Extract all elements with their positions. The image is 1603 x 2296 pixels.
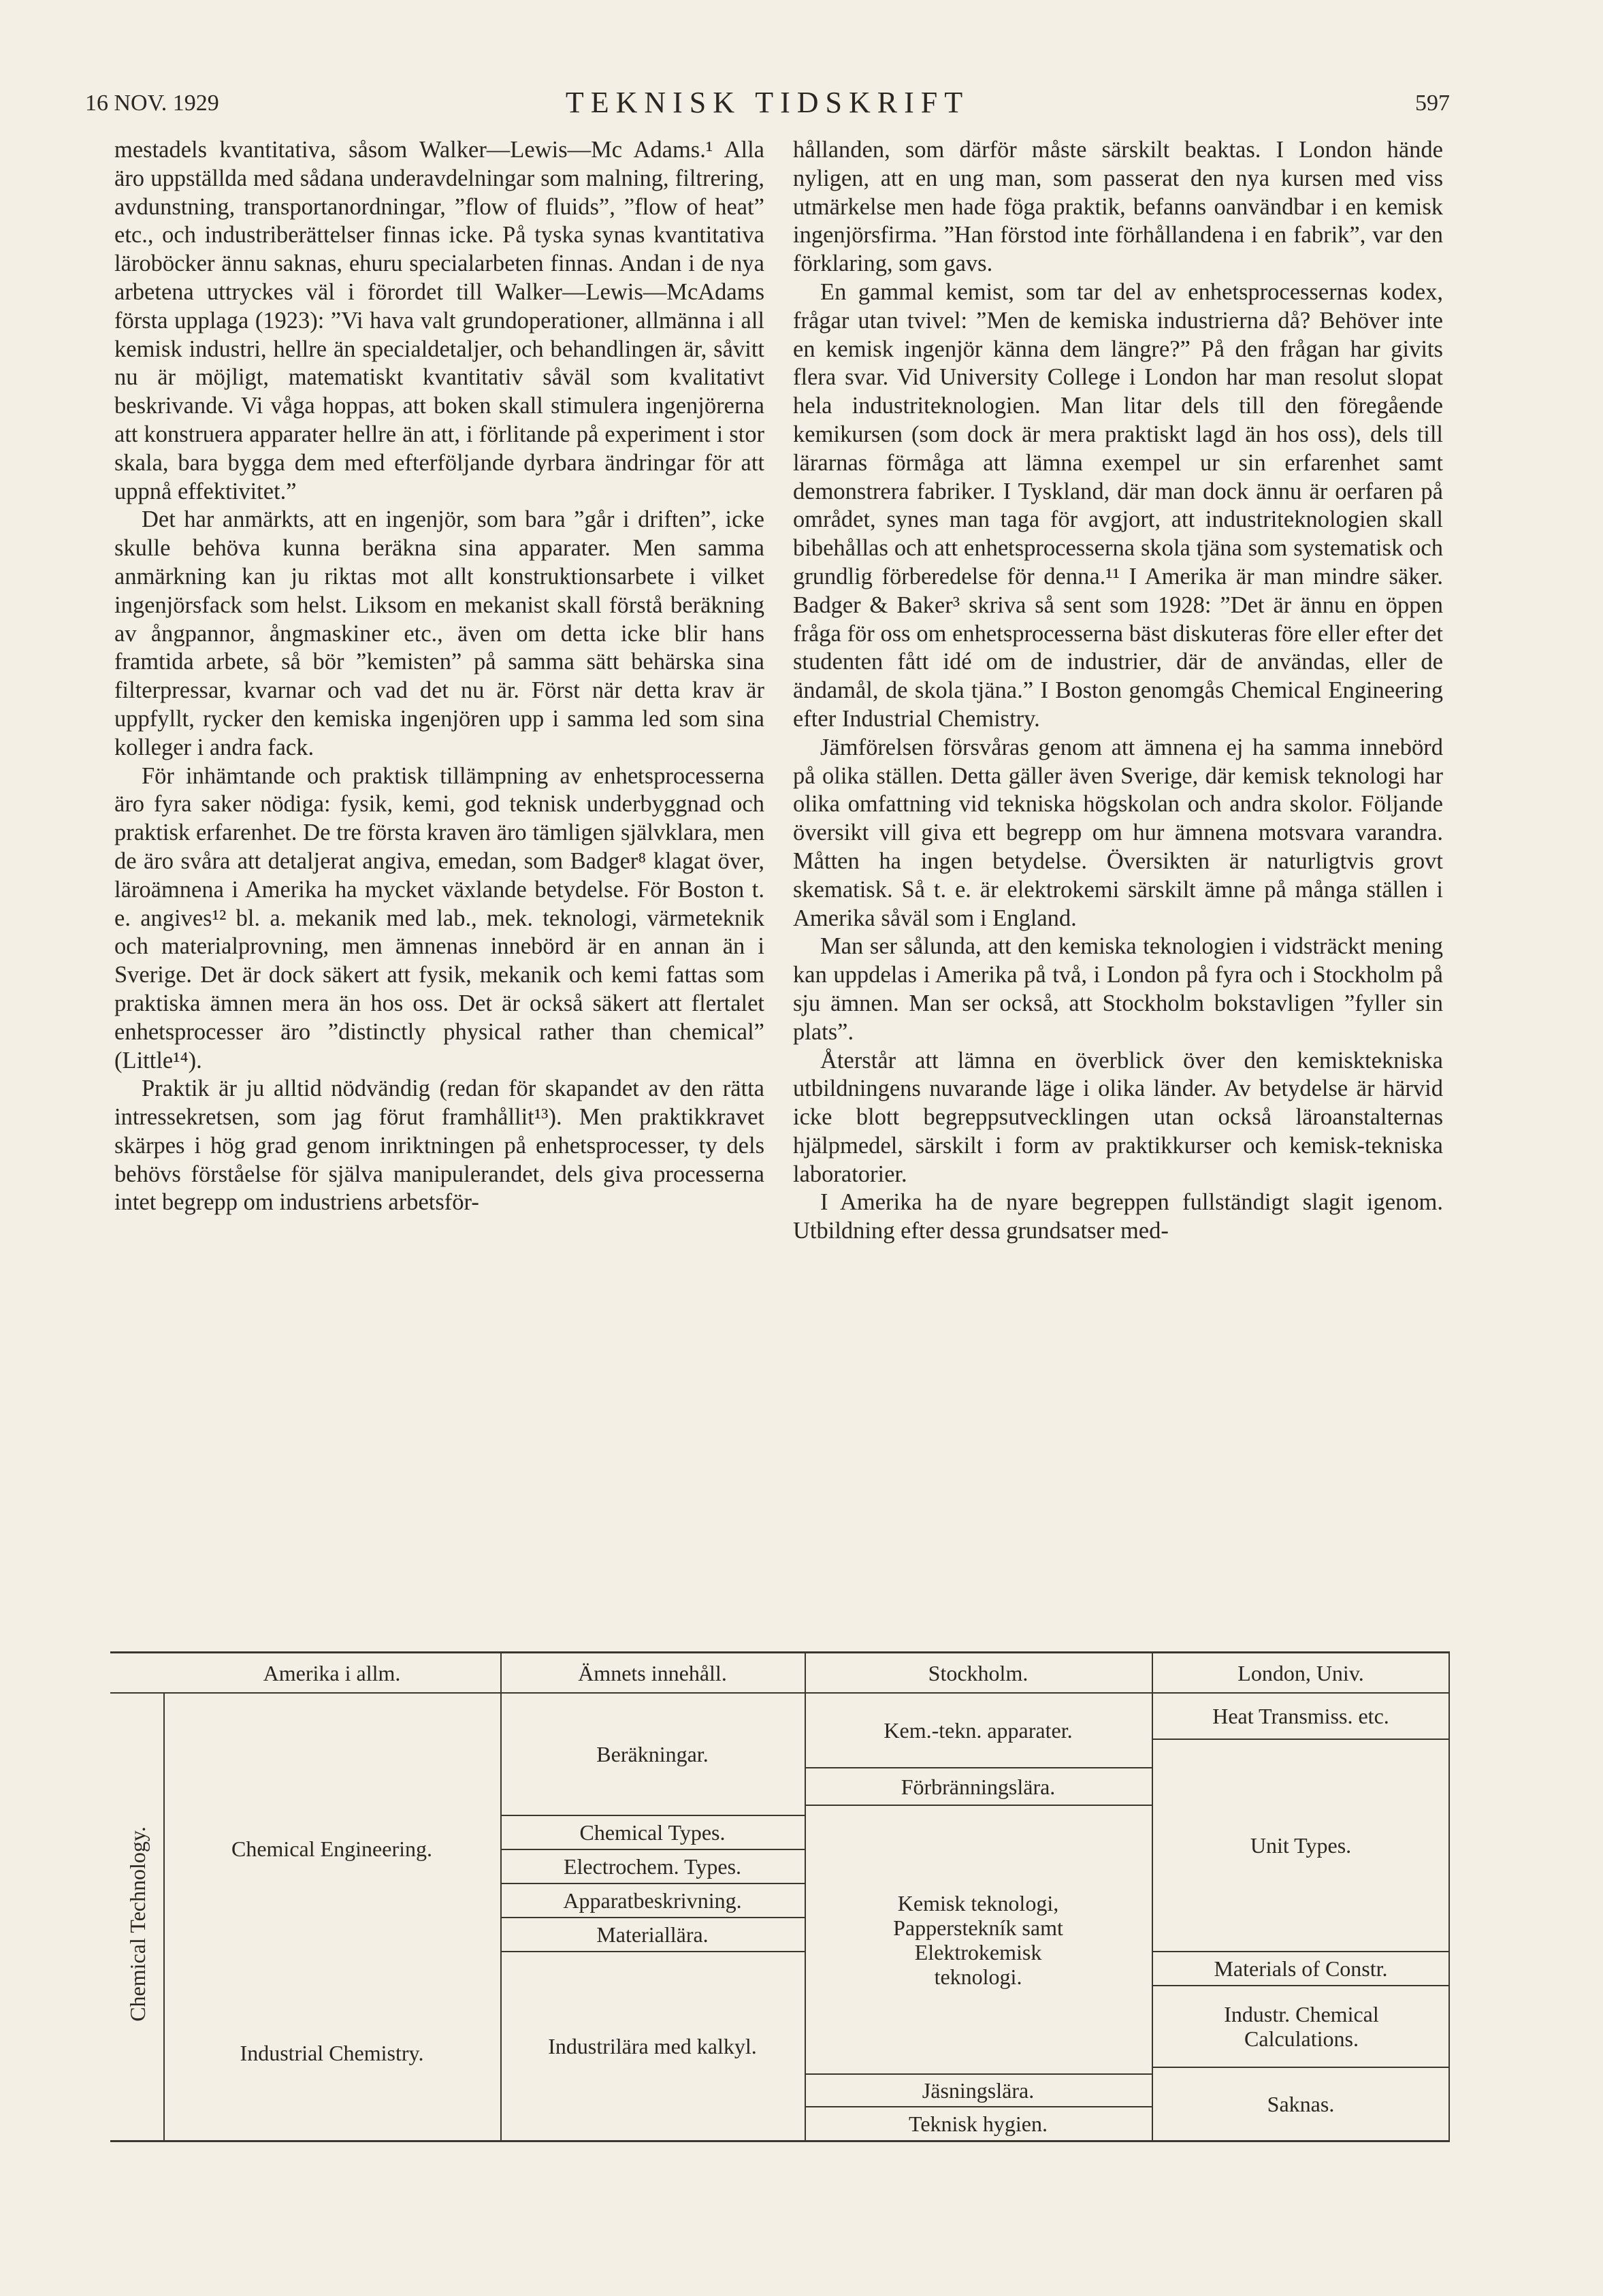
header-content: Ämnets innehåll. <box>578 1660 727 1685</box>
london-cell: Heat Transmiss. etc. <box>1212 1704 1389 1728</box>
london-cell: Industr. Chemical Calculations. <box>1224 2002 1379 2051</box>
content-cell: Beräkningar. <box>596 1742 709 1766</box>
london-cell: Materials of Constr. <box>1214 1956 1388 1981</box>
content-cell: Apparatbeskrivning. <box>563 1888 742 1913</box>
london-cell: Unit Types. <box>1250 1833 1352 1858</box>
london-cell: Saknas. <box>1267 2092 1335 2116</box>
header-date: 16 NOV. 1929 <box>85 91 219 116</box>
side-label-text: Chemical Technology. <box>125 1826 150 2022</box>
content-cell: Materiallära. <box>596 1922 709 1947</box>
header-london: London, Univ. <box>1237 1660 1364 1685</box>
paragraph: Praktik är ju alltid nödvändig (redan för skapandet av den rätta intressekretsen, som jag förut framhållit¹³). Men praktikkravet skärpes i hög grad genom inriktningen på enhetsprocesser, ty dels behövs förståelse för själva manipulerandet, dels giva processerna intet begrepp om industriens arbetsför- <box>114 1076 764 1216</box>
content-cell: Electrochem. Types. <box>563 1854 742 1879</box>
header-stockholm: Stockholm. <box>928 1660 1029 1685</box>
paragraph: Återstår att lämna en överblick över den kemisktekniska utbildningens nuvarande läge i olika länder. Av betydelse är härvid icke blott begreppsutvecklingen utan också läroanstalternas hjälpmedel, särskilt i form av praktikkurser och kemisk-tekniska laboratorier. <box>793 1047 1443 1187</box>
stockholm-cell: Kem.-tekn. apparater. <box>884 1718 1073 1743</box>
paragraph: En gammal kemist, som tar del av enhetsprocessernas kodex, frågar utan tvivel: ”Men de kemiska industrierna då? Behöver inte en kemisk ingenjör känna dem längre?” På den frågan har givits flera svar. Vid University College i London har man resolut slopat hela industriteknologien. Man litar dels till den föregående kemikursen (som dock är mera praktiskt lagd än hos oss), dels till lärarnas förmåga att lämna exempel ur sin erfarenhet samt demonstrera fabriker. I Tyskland, där man dock ännu är oerfaren på området, synes man taga för avgjort, att industriteknologien skall bibehållas och att enhetsprocesserna skola tjäna som systematisk och grundlig förberedelse för denna.¹¹ I Amerika är man mindre säker. Badger & Baker³ skriva så sent som 1928: ”Det är ännu en öppen fråga för oss om enhetsprocesserna bäst diskuteras före eller efter det studenten fått idé om de industrier, där de användas, eller de ändamål, de skola tjäna.” I Boston genomgås Chemical Engineering efter Industrial Chemistry. <box>793 278 1443 732</box>
comparison-table <box>110 1651 1450 2141</box>
amerika-cell: Industrial Chemistry. <box>240 2041 424 2065</box>
page-number: 597 <box>1415 91 1450 116</box>
amerika-cell: Chemical Engineering. <box>231 1837 432 1861</box>
side-label <box>117 1747 158 2101</box>
paragraph: I Amerika ha de nyare begreppen fullständigt slagit igenom. Utbildning efter dessa grundsatser med- <box>793 1189 1443 1244</box>
stockholm-cell: Kemisk teknologi, Papperstekník samt Elektrokemisk teknologi. <box>893 1890 1063 1989</box>
paragraph: hållanden, som därför måste särskilt beaktas. I London hände nyligen, att en ung man, som passerat den nya kursen med viss utmärkelse men hade föga praktik, befanns oanvändbar i en kemisk ingenjörsfirma. ”Han förstod inte förhållandena i en fabrik”, var den förklaring, som gavs. <box>793 137 1443 277</box>
content-cell: Chemical Types. <box>579 1820 726 1845</box>
running-header <box>85 85 1450 126</box>
stockholm-cell: Jäsningslära. <box>922 2078 1035 2103</box>
table-bottom-rule <box>110 2140 1450 2142</box>
paragraph: Det har anmärkts, att en ingenjör, som bara ”går i driften”, icke skulle behöva kunna beräkna sina apparater. Men samma anmärkning kan ju riktas mot allt konstruktionsarbete i vilket ingenjörsfack som helst. Liksom en mekanist skall förstå beräkning av ångpannor, ångmaskiner etc., även om detta icke blir hans framtida arbete, så bör ”kemisten” på samma sätt behärska sina filterpressar, kvarnar och vad det nu är. Först när detta krav är uppfyllt, rycker den kemiska ingenjören upp i samma led som sina kolleger i andra fack. <box>114 506 764 760</box>
stockholm-cell: Förbränningslära. <box>901 1774 1056 1799</box>
paragraph: För inhämtande och praktisk tillämpning av enhetsprocesserna äro fyra saker nödiga: fysik, kemi, god teknisk underbyggnad och praktisk erfarenhet. De tre första kraven äro tämligen självklara, men de äro svåra att detaljerat angiva, emedan, som Badger⁸ klagat över, läroämnena i Amerika ha mycket växlande betydelse. För Boston t. e. angives¹² bl. a. mekanik med lab., mek. teknologi, värmeteknik och materialprovning, men ämnenas innebörd är en annan än i Sverige. Det är dock säkert att fysik, mekanik och kemi fattas som praktiska ämnen mera än hos oss. Det är också säkert att flertalet enhetsprocesser äro ”distinctly physical rather than chemical” (Little¹⁴). <box>114 762 764 1073</box>
paragraph: mestadels kvantitativa, såsom Walker—Lewis—Mc Adams.¹ Alla äro uppställda med sådana underavdelningar som malning, filtrering, avdunstning, transportanordningar, ”flow of fluids”, ”flow of heat” etc., och industriberättelser finnas icke. På tyska synas kvantitativa läroböcker ännu saknas, ehuru specialarbeten finnas. Andan i de nya arbetena uttryckes väl i förordet till Walker—Lewis—McAdams första upplaga (1923): ”Vi hava valt grundoperationer, allmänna i all kemisk industri, hellre än specialdetaljer, och behandlingen är, såvitt nu är möjligt, matematiskt kvantitativ såväl som kvalitativt beskrivande. Vi våga hoppas, att boken skall stimulera ingenjörerna att konstruera apparater hellre än att, i förlitande på experiment i stor skala, bara bygga dem med efterföljande dyrbara ändringar för att uppnå effektivitet.” <box>114 137 764 504</box>
header-amerika: Amerika i allm. <box>263 1660 401 1685</box>
left-column <box>114 136 764 1217</box>
right-column <box>793 136 1443 1246</box>
paragraph: Jämförelsen försvåras genom att ämnena ej ha samma innebörd på olika ställen. Detta gäller även Sverige, där kemisk teknologi har olika omfattning vid tekniska högskolan och andra skolor. Följande översikt vill giva ett begrepp om hur ämnena motsvara varandra. Måtten ha ingen betydelse. Översikten är naturligtvis grovt skematisk. Så t. e. är elektrokemi särskilt ämne på många ställen i Amerika såväl som i England. <box>793 734 1443 931</box>
stockholm-cell: Teknisk hygien. <box>909 2112 1048 2136</box>
content-cell: Industrilära med kalkyl. <box>548 2034 757 2058</box>
paragraph: Man ser sålunda, att den kemiska teknologien i vidsträckt mening kan uppdelas i Amerika på två, i London på fyra och i Stockholm på sju ämnen. Man ser också, att Stockholm bokstavligen ”fyller sin plats”. <box>793 933 1443 1045</box>
journal-title: TEKNISK TIDSKRIFT <box>565 86 970 119</box>
